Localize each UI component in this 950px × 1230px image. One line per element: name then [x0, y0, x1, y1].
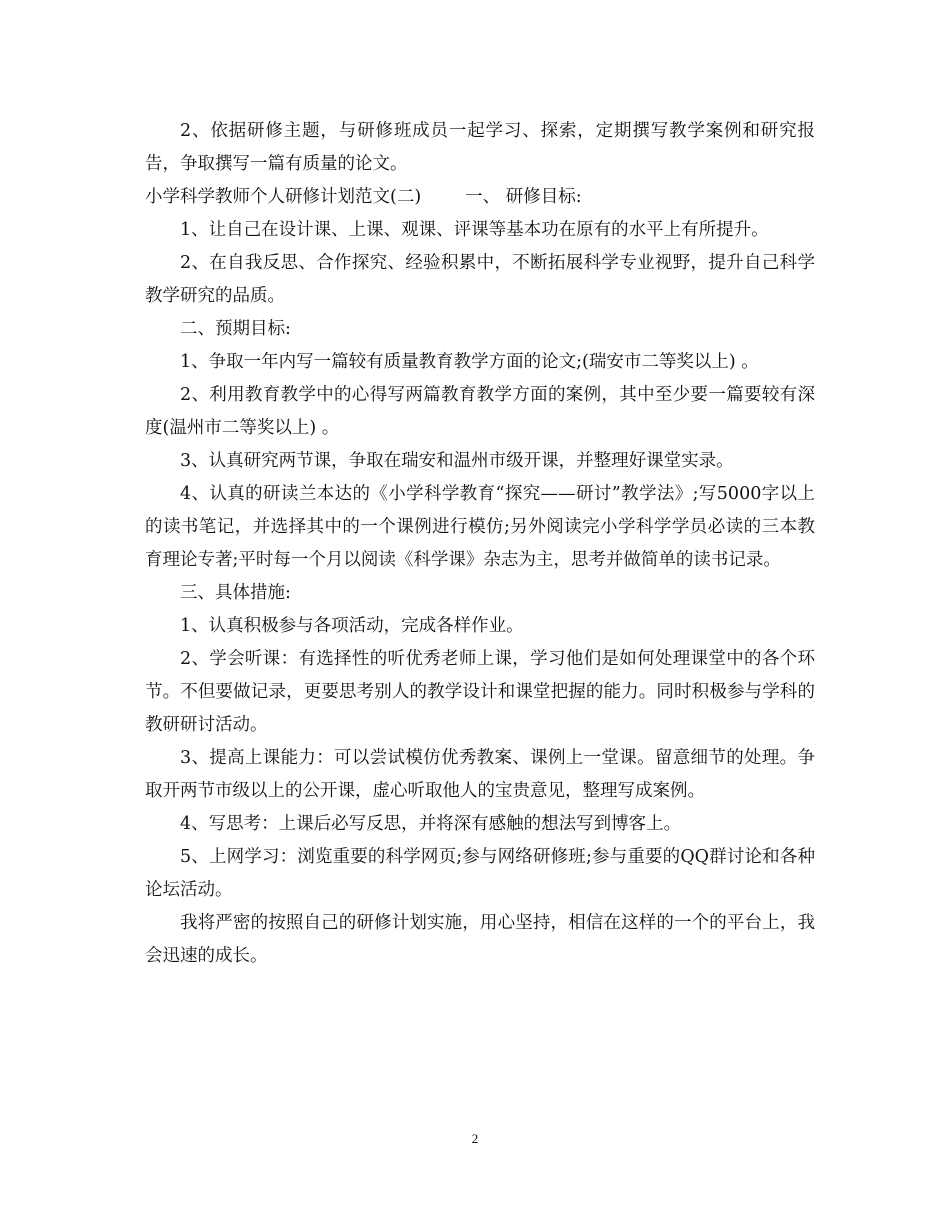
document-body	[145, 115, 815, 973]
paragraph-13: 3、提高上课能力：可以尝试模仿优秀教案、课例上一堂课。留意细节的处理。争取开两节市级以上的公开课，虚心听取他人的宝贵意见，整理写成案例。	[145, 748, 815, 801]
paragraph-1: 2、依据研修主题，与研修班成员一起学习、探索，定期撰写教学案例和研究报告，争取撰写一篇有质量的论文。	[145, 121, 815, 174]
heading-measures: 三、具体措施:	[180, 583, 291, 603]
heading-expected-goals: 二、预期目标:	[180, 319, 291, 339]
paragraph-14: 4、写思考：上课后必写反思，并将深有感触的想法写到博客上。	[180, 814, 682, 834]
paragraph-11: 1、认真积极参与各项活动，完成各样作业。	[180, 616, 524, 636]
paragraph-7: 2、利用教育教学中的心得写两篇教育教学方面的案例，其中至少要一篇要较有深度(温州市二等奖以上) 。	[145, 385, 815, 438]
heading-research-goals: 一、 研修目标:	[465, 187, 582, 207]
paragraph-12: 2、学会听课：有选择性的听优秀老师上课，学习他们是如何处理课堂中的各个环节。不但要做记录，更要思考别人的教学设计和课堂把握的能力。同时积极参与学科的教研研讨活动。	[145, 649, 815, 735]
paragraph-6: 1、争取一年内写一篇较有质量教育教学方面的论文;(瑞安市二等奖以上) 。	[180, 352, 759, 372]
paragraph-4: 2、在自我反思、合作探究、经验积累中，不断拓展科学专业视野，提升自己科学教学研究的品质。	[145, 253, 815, 306]
paragraph-15: 5、上网学习：浏览重要的科学网页;参与网络研修班;参与重要的QQ群讨论和各种论坛活动。	[145, 847, 815, 900]
paragraph-9: 4、认真的研读兰本达的《小学科学教育“探究——研讨”教学法》;写5000字以上的读书笔记，并选择其中的一个课例进行模仿;另外阅读完小学科学学员必读的三本教育理论专著;平时每一个月以阅读《科学课》杂志为主，思考并做简单的读书记录。	[145, 484, 815, 570]
page-number: 2	[471, 1131, 479, 1146]
paragraph-3: 1、让自己在设计课、上课、观课、评课等基本功在原有的水平上有所提升。	[180, 220, 769, 240]
paragraph-16: 我将严密的按照自己的研修计划实施，用心坚持，相信在这样的一个的平台上，我会迅速的成长。	[145, 913, 815, 966]
document-title: 小学科学教师个人研修计划范文(二)	[145, 187, 422, 207]
paragraph-8: 3、认真研究两节课，争取在瑞安和温州市级开课，并整理好课堂实录。	[180, 451, 734, 471]
section-heading	[145, 181, 815, 214]
